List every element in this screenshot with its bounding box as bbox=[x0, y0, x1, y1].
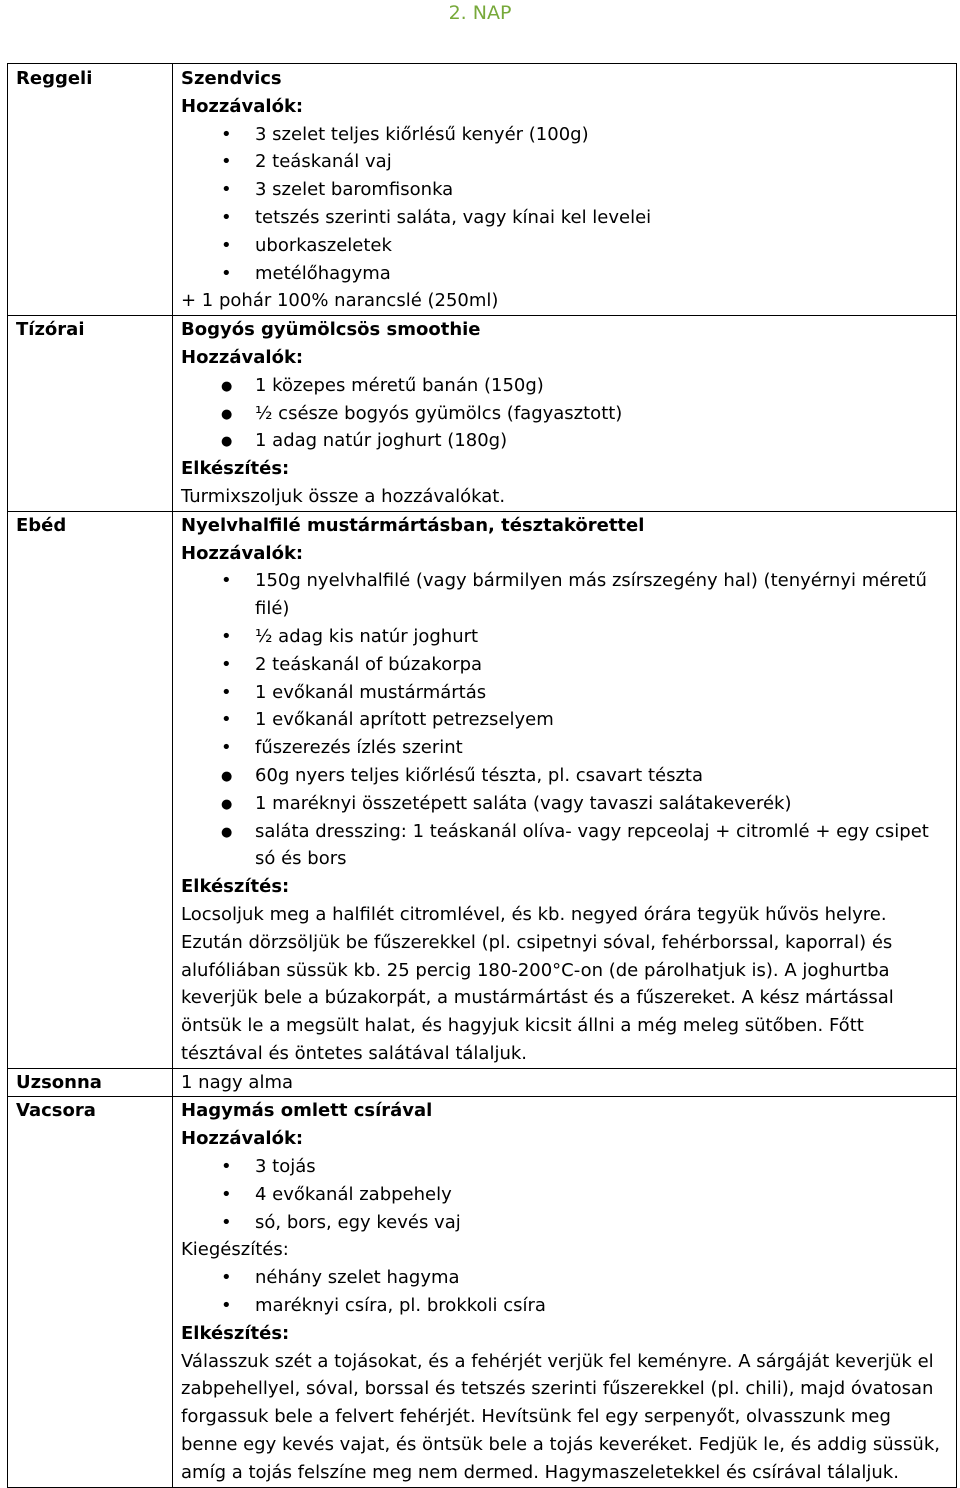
bullet-icon: ● bbox=[221, 824, 233, 840]
bullet-icon: • bbox=[221, 1183, 232, 1205]
preparation-text: Válasszuk szét a tojásokat, és a fehérjét verjük fel keményre. A sárgáját keverjük el zabpehellyel, sóval, borssal és tetszés szerinti fűszerekkel (pl. chili), majd óvatosan forgassuk bele a felvert fehérjét. Hevítsünk fel egy serpenyőt, olvasszunk meg benne egy kevés vajat, és öntsük bele a tojás keveréket. Fedjük le, és addig süssük, amíg a tojás felszíne meg nem dermed. Hagymaszeletekkel és csírával tálaljuk. bbox=[181, 1350, 940, 1483]
supplement-list bbox=[181, 1264, 950, 1320]
ingredients-label: Hozzávalók: bbox=[181, 346, 304, 368]
bullet-icon: • bbox=[221, 570, 232, 592]
bullet-icon: • bbox=[221, 737, 232, 759]
bullet-icon: ● bbox=[221, 434, 233, 450]
ingredient-list bbox=[181, 1153, 950, 1236]
bullet-icon: • bbox=[221, 1267, 232, 1289]
bullet-icon: • bbox=[221, 709, 232, 731]
list-item: • maréknyi csíra, pl. brokkoli csíra bbox=[181, 1292, 950, 1320]
meal-label: Uzsonna bbox=[16, 1071, 102, 1093]
meal-row-snack-morning bbox=[8, 316, 957, 512]
ingredients-label: Hozzávalók: bbox=[181, 542, 304, 564]
list-item: • 2 teáskanál of búzakorpa bbox=[181, 651, 950, 679]
list-item: ● 1 közepes méretű banán (150g) bbox=[181, 372, 950, 400]
bullet-icon: • bbox=[221, 653, 232, 675]
bullet-icon: • bbox=[221, 179, 232, 201]
meal-label: Vacsora bbox=[16, 1100, 96, 1122]
list-item: • só, bors, egy kevés vaj bbox=[181, 1209, 950, 1237]
list-item: • metélőhagyma bbox=[181, 260, 950, 288]
bullet-icon: • bbox=[221, 625, 232, 647]
preparation-label: Elkészítés: bbox=[181, 458, 290, 480]
meal-plan-table bbox=[7, 63, 957, 1488]
bullet-icon: • bbox=[221, 1295, 232, 1317]
bullet-icon: • bbox=[221, 1211, 232, 1233]
snack-text: 1 nagy alma bbox=[181, 1071, 294, 1093]
page-title: 2. NAP bbox=[448, 2, 512, 24]
ingredients-label: Hozzávalók: bbox=[181, 1128, 304, 1150]
dish-title: Szendvics bbox=[181, 68, 282, 89]
list-item: ● 1 adag natúr joghurt (180g) bbox=[181, 427, 950, 455]
list-item: • 150g nyelvhalfilé (vagy bármilyen más zsírszegény hal) (tenyérnyi méretű filé) bbox=[181, 567, 950, 623]
list-item: • 2 teáskanál vaj bbox=[181, 148, 950, 176]
list-item: ● saláta dresszing: 1 teáskanál olíva- vagy repceolaj + citromlé + egy csipet só és bors bbox=[221, 820, 929, 870]
dish-title: Hagymás omlett csírával bbox=[181, 1100, 433, 1122]
preparation-label: Elkészítés: bbox=[181, 876, 290, 898]
list-item: ● 1 maréknyi összetépett saláta (vagy tavaszi salátakeverék) bbox=[181, 790, 950, 818]
meal-label: Reggeli bbox=[16, 68, 93, 89]
bullet-icon: • bbox=[221, 1156, 232, 1178]
bullet-icon: • bbox=[221, 234, 232, 256]
preparation-text: Turmixszoljuk össze a hozzávalókat. bbox=[181, 485, 506, 507]
preparation-text: Locsoljuk meg a halfilét citromlével, és kb. negyed órára tegyük hűvös helyre. Ezután dörzsöljük be fűszerekkel (pl. csipetnyi sóval, fehérborssal, kaporral) és alufóliában süssük kb. 25 percig 180-200°C-on (de párolhatjuk is). A joghurtba keverjük bele a búzakorpát, a mustármártást és a fűszereket. A kész mártással öntsük le a megsült halat, és hagyjuk kicsit állni a még meleg sütőben. Főtt tésztával és öntetes salátával tálaljuk. bbox=[181, 903, 894, 1064]
list-item: • 1 evőkanál mustármártás bbox=[181, 679, 950, 707]
bullet-icon: ● bbox=[221, 378, 233, 394]
list-item: • 3 tojás bbox=[181, 1153, 950, 1181]
bullet-icon: ● bbox=[221, 768, 233, 784]
dish-title: Nyelvhalfilé mustármártásban, tésztakörettel bbox=[181, 514, 645, 536]
bullet-icon: • bbox=[221, 151, 232, 173]
drink-note: + 1 pohár 100% narancslé (250ml) bbox=[181, 290, 499, 312]
ingredient-list bbox=[181, 121, 950, 288]
preparation-label: Elkészítés: bbox=[181, 1322, 290, 1344]
list-item: • ½ adag kis natúr joghurt bbox=[181, 623, 950, 651]
list-item: • tetszés szerinti saláta, vagy kínai kel levelei bbox=[181, 204, 950, 232]
meal-row-breakfast bbox=[8, 64, 957, 316]
list-item: • néhány szelet hagyma bbox=[181, 1264, 950, 1292]
bullet-icon: • bbox=[221, 123, 232, 145]
bullet-icon: • bbox=[221, 262, 232, 284]
meal-row-dinner bbox=[8, 1097, 957, 1487]
meal-label: Ebéd bbox=[16, 514, 67, 536]
bullet-icon: • bbox=[221, 206, 232, 228]
meal-row-snack-afternoon bbox=[8, 1068, 957, 1097]
dish-title: Bogyós gyümölcsös smoothie bbox=[181, 319, 481, 341]
list-item: ● 60g nyers teljes kiőrlésű tészta, pl. csavart tészta bbox=[181, 762, 950, 790]
list-item: • 3 szelet baromfisonka bbox=[181, 176, 950, 204]
list-item: • 4 evőkanál zabpehely bbox=[181, 1181, 950, 1209]
ingredient-list bbox=[181, 567, 950, 762]
bullet-icon: ● bbox=[221, 796, 233, 812]
list-item: ● ½ csésze bogyós gyümölcs (fagyasztott) bbox=[181, 400, 950, 428]
meal-label: Tízórai bbox=[16, 319, 85, 341]
supplement-label: Kiegészítés: bbox=[181, 1239, 289, 1261]
list-item: • 1 evőkanál aprított petrezselyem bbox=[181, 706, 950, 734]
list-item: • uborkaszeletek bbox=[181, 232, 950, 260]
bullet-icon: ● bbox=[221, 406, 233, 422]
ingredients-label: Hozzávalók: bbox=[181, 95, 304, 117]
bullet-icon: • bbox=[221, 681, 232, 703]
meal-row-lunch bbox=[8, 511, 957, 1068]
list-item: • fűszerezés ízlés szerint bbox=[181, 734, 950, 762]
side-ingredient-list bbox=[181, 762, 950, 873]
list-item: • 3 szelet teljes kiőrlésű kenyér (100g) bbox=[181, 121, 950, 149]
ingredient-list bbox=[181, 372, 950, 455]
